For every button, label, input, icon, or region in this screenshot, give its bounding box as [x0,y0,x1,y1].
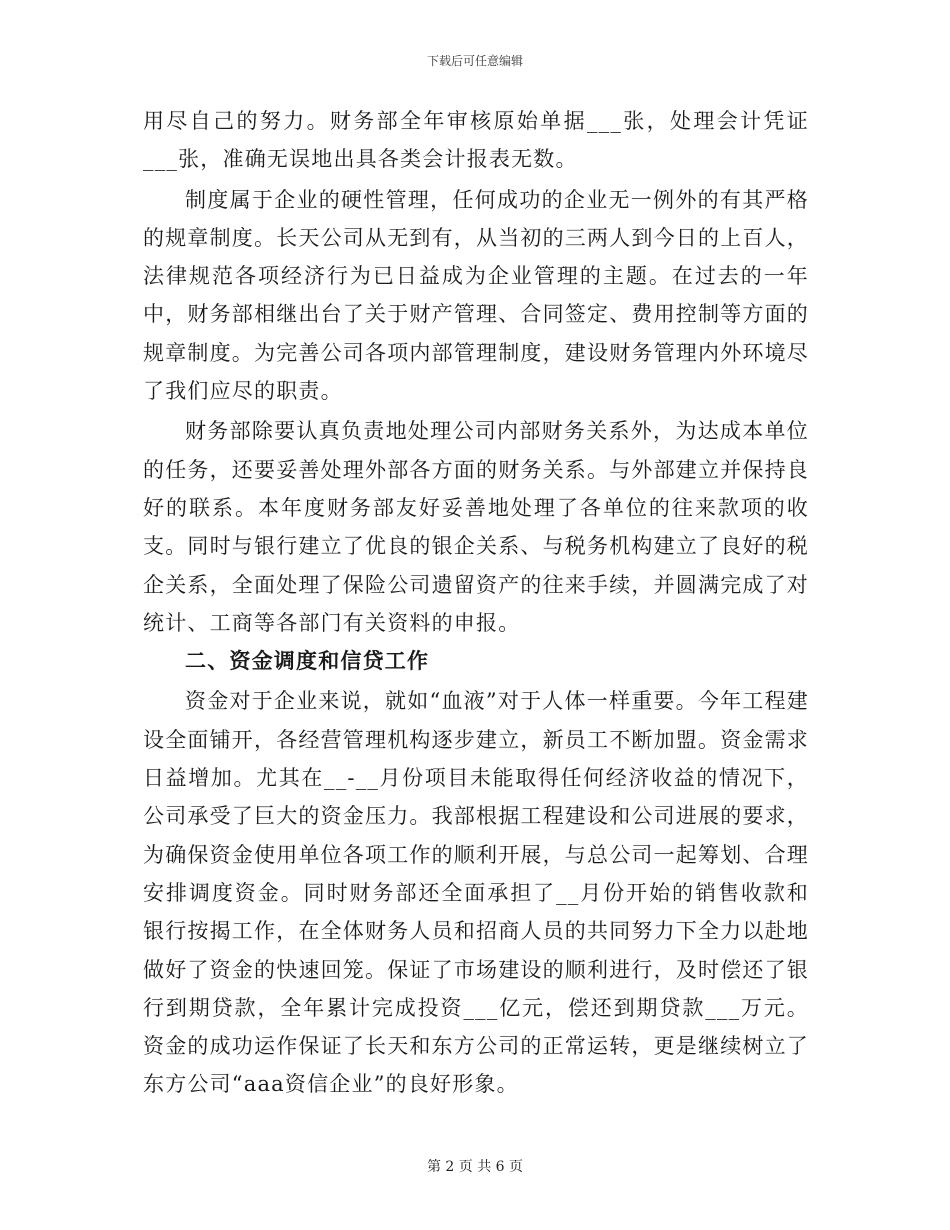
page-number: 第 2 页 共 6 页 [426,1159,524,1175]
paragraph-regulations: 制度属于企业的硬性管理，任何成功的企业无一例外的有其严格的规章制度。长天公司从无到有，从当初的三两人到今日的上百人，法律规范各项经济行为已日益成为企业管理的主题。在过去的一年中，财务部相继出台了关于财产管理、合同签定、费用控制等方面的规章制度。为完善公司各项内部管理制度，建设财务管理内外环境尽了我们应尽的职责。 [143,187,809,404]
paragraph-funding: 资金对于企业来说，就如“血液”对于人体一样重要。今年工程建设全面铺开，各经营管理机构逐步建立，新员工不断加盟。资金需求日益增加。尤其在__-__月份项目未能取得任何经济收益的情况下，公司承受了巨大的资金压力。我部根据工程建设和公司进展的要求，为确保资金使用单位各项工作的顺利开展，与总公司一起筹划、合理安排调度资金。同时财务部还全面承担了__月份开始的销售收款和银行按揭工作，在全体财务人员和招商人员的共同努力下全力以赴地做好了资金的快速回笼。保证了市场建设的顺利进行，及时偿还了银行到期贷款，全年累计完成投资___亿元，偿还到期贷款___万元。资金的成功运作保证了长天和东方公司的正常运转，更是继续树立了东方公司“aaa资信企业”的良好形象。 [143,689,809,1097]
page-header: 下载后可任意编辑 [426,54,523,68]
paragraph-continuation: 用尽自己的努力。财务部全年审核原始单据___张，处理会计凭证___张，准确无误地出具各类会计报表无数。 [143,109,809,172]
section-heading: 二、资金调度和信贷工作 [185,648,430,674]
paragraph-external-relations: 财务部除要认真负责地处理公司内部财务关系外，为达成本单位的任务，还要妥善处理外部各方面的财务关系。与外部建立并保持良好的联系。本年度财务部友好妥善地处理了各单位的往来款项的收支。同时与银行建立了优良的银企关系、与税务机构建立了良好的税企关系，全面处理了保险公司遗留资产的往来手续，并圆满完成了对统计、工商等各部门有关资料的申报。 [143,419,809,635]
document-body [143,102,809,1104]
